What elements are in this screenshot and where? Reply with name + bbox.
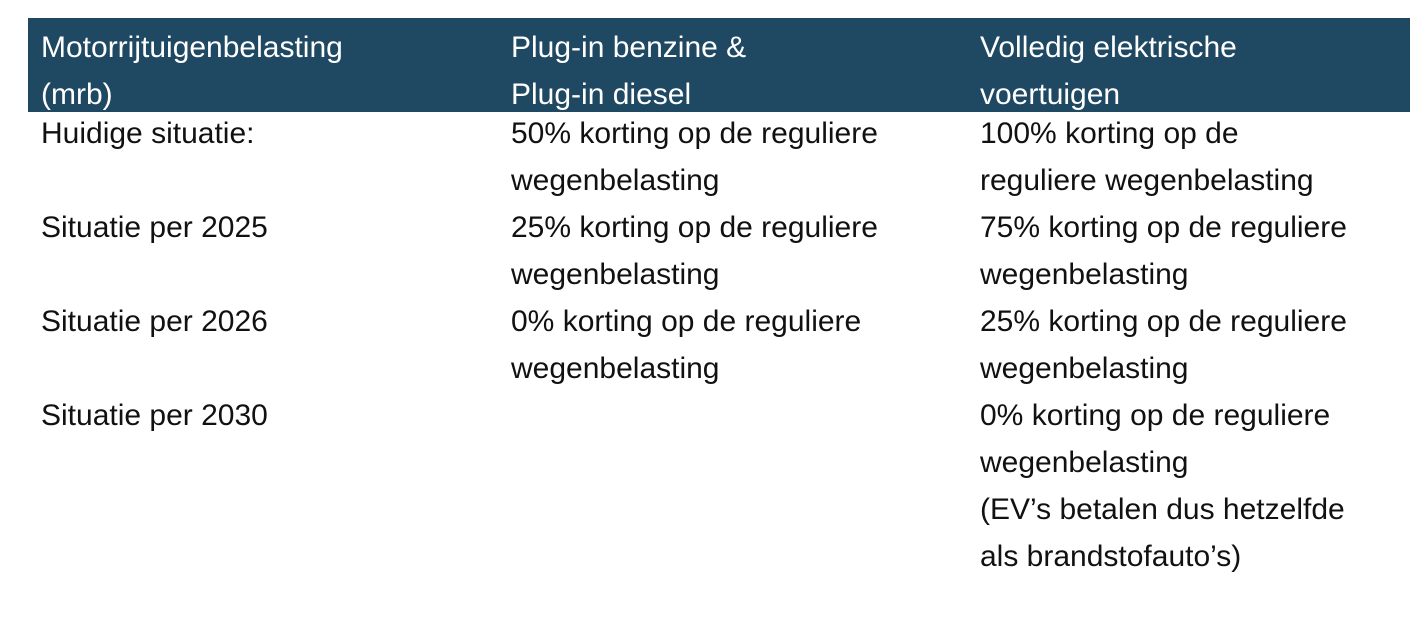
table-row [28,110,1410,204]
ev-cell: 25% korting op de reguliere wegenbelasting [980,305,1347,385]
plugin-cell [498,392,968,580]
header-cell-plugin: Plug-in benzine & Plug-in diesel [511,31,747,111]
row-label: Huidige situatie: [41,117,255,150]
table-body [28,110,1410,580]
table-row [28,204,1410,298]
row-label: Situatie per 2030 [41,399,268,432]
ev-cell: 75% korting op de reguliere wegenbelasting [980,211,1347,291]
table-header-row [28,18,1410,112]
row-label: Situatie per 2026 [41,305,268,338]
ev-cell: 100% korting op de reguliere wegenbelasting [980,117,1314,197]
header-cell-mrb: Motorrijtuigenbelasting (mrb) [41,31,343,111]
plugin-cell: 0% korting op de reguliere wegenbelasting [511,305,862,385]
plugin-cell: 50% korting op de reguliere wegenbelasting [511,117,878,197]
mrb-table [28,18,1410,580]
ev-cell: 0% korting op de reguliere wegenbelasting (EV’s betalen dus hetzelfde als brandstofauto’s) [980,399,1345,573]
header-cell-ev: Volledig elektrische voertuigen [980,31,1237,111]
table-row [28,392,1410,580]
row-label: Situatie per 2025 [41,211,268,244]
plugin-cell: 25% korting op de reguliere wegenbelasting [511,211,878,291]
table-row [28,298,1410,392]
